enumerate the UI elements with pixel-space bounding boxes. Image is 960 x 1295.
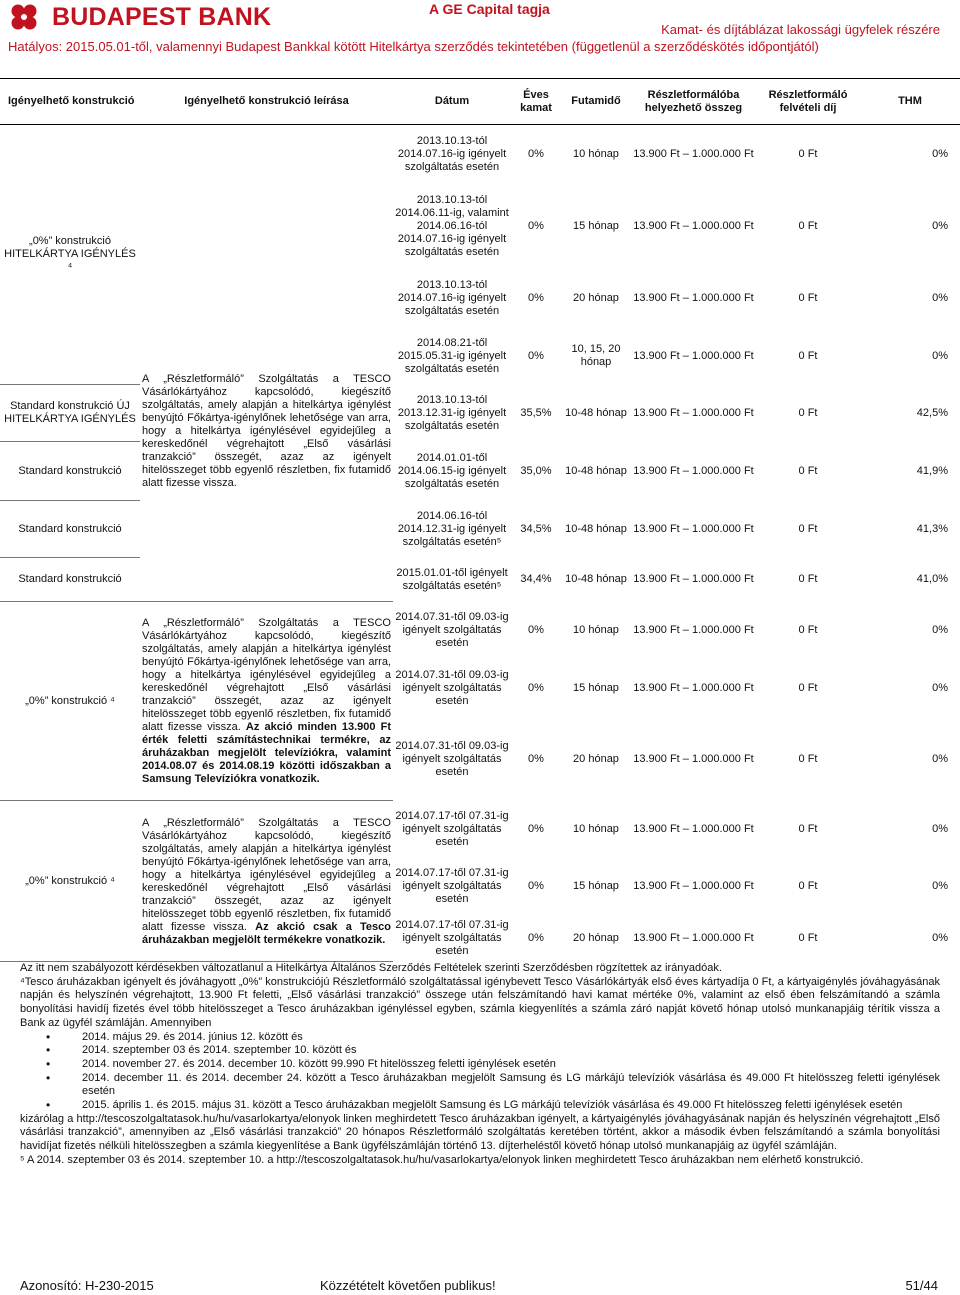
group-label: Standard konstrukció ÚJ HITELKÁRTYA IGÉNYLÉS: [0, 385, 140, 442]
date-cell: 2014.07.31-től 09.03-ig igényelt szolgáltatás esetén: [395, 668, 509, 707]
thm-cell: 0%: [932, 291, 948, 304]
thm-cell: 0%: [932, 822, 948, 835]
amount-cell: 13.900 Ft – 1.000.000 Ft: [633, 464, 754, 477]
date-cell: 2014.07.17-től 07.31-ig igényelt szolgáltatás esetén: [395, 867, 509, 905]
publication-note: Közzétételt követően publikus!: [320, 1278, 496, 1293]
amount-cell: 13.900 Ft – 1.000.000 Ft: [633, 880, 754, 892]
rate-cell: 0%: [528, 752, 544, 765]
footnote-4: ⁴Tesco áruházakban igényelt és jóváhagyott „0%” konstrukciójú Részletformáló szolgáltatással igénybevett Tesco Vásárlókártyák első éves kártyadíja 0 Ft, a kártyaigénylés jóváhagyásának napján és helyszínén végrehajtott, 13.900 Ft feletti, „Első vásárlási tranzakció” összege után felszámítandó havi kamat mértéke 0%, valamint az első ében felszámítandó a számla bonyolítási havidíj fizetés ével több hitelösszeget a Tesco áruházakban igényléssel egyben, számla kiegyenlítés a számla záró napját követő hónap utolsó munkanapjáig térítik vissza a Bank az ügyfél számláján. Amennyiben: [20, 975, 940, 1029]
tagline: A GE Capital tagja: [429, 1, 550, 17]
fee-cell: 0 Ft: [798, 522, 818, 535]
group-label: Standard konstrukció: [0, 501, 140, 558]
term-cell: 10, 15, 20 hónap: [571, 343, 621, 368]
table-header-row: [0, 79, 960, 125]
term-cell: 15 hónap: [573, 880, 619, 892]
bank-name: BUDAPEST BANK: [52, 2, 272, 31]
fee-cell: 0 Ft: [798, 147, 818, 160]
page-number: 51/44: [905, 1278, 938, 1293]
document-subtitle: Kamat- és díjtáblázat lakossági ügyfelek részére: [661, 22, 940, 37]
rate-cell: 0%: [528, 681, 544, 694]
date-cell: 2014.07.17-től 07.31-ig igényelt szolgáltatás esetén: [395, 919, 509, 957]
fee-cell: 0 Ft: [798, 623, 818, 636]
list-item: • 2014. november 27. és 2014. december 10. között 99.990 Ft hitelösszeg feletti igénylések esetén: [20, 1058, 940, 1072]
date-cell: 2013.10.13-tól 2014.07.16-ig igényelt szolgáltatás esetén: [397, 278, 507, 317]
term-cell: 15 hónap: [573, 681, 619, 694]
col-fee: Részletformáló felvételi díj: [756, 79, 860, 125]
group-label: „0%” konstrukció ⁴: [0, 801, 140, 962]
table-row: [0, 602, 960, 659]
fee-cell: 0 Ft: [798, 573, 818, 585]
rate-cell: 0%: [528, 349, 544, 362]
thm-cell: 0%: [932, 752, 948, 765]
fee-cell: 0 Ft: [798, 681, 818, 694]
bank-logo-icon: [8, 2, 48, 32]
col-rate: Éves kamat: [511, 79, 561, 125]
description-text: A „Részletformáló” Szolgáltatás a TESCO Vásárlókártyához kapcsolódó, kiegészítő szolgáltatás, amely alapján a hitelkártya igénylést benyújtó Főkártya-igénylőnek lehetősége van arra, hogy a hitelkártya igénylésével egyidejűleg a kereskedőnél végrehajtott „Első vásárlási tranzakció” összegét, azaz az igényelt hitelösszeget több egyenlő részletben, fix futamidő alatt fizesse vissza.: [142, 617, 391, 733]
date-cell: 2015.01.01-től igényelt szolgáltatás esetén⁵: [396, 566, 508, 592]
bank-logo: [8, 2, 271, 32]
description-cell: [140, 602, 393, 801]
date-cell: 2014.06.16-tól 2014.12.31-ig igényelt szolgáltatás esetén⁵: [397, 509, 507, 548]
amount-cell: 13.900 Ft – 1.000.000 Ft: [633, 681, 754, 694]
footnotes: [20, 962, 940, 1168]
col-construct: Igényelhető konstrukció: [0, 79, 140, 125]
rate-cell: 0%: [528, 932, 544, 944]
rate-cell: 35,0%: [520, 464, 552, 477]
date-cell: 2014.08.21-től 2015.05.31-ig igényelt szolgáltatás esetén: [397, 336, 507, 375]
thm-cell: 0%: [932, 681, 948, 694]
fee-cell: 0 Ft: [798, 822, 818, 835]
thm-cell: 41,0%: [916, 573, 948, 585]
col-description: Igényelhető konstrukció leírása: [140, 79, 393, 125]
col-date: Dátum: [393, 79, 511, 125]
description-text: A „Részletformáló” Szolgáltatás a TESCO Vásárlókártyához kapcsolódó, kiegészítő szolgáltatás, amely alapján a hitelkártya igénylést benyújtó Főkártya-igénylőnek lehetősége van arra, hogy a hitelkártya igénylésével egyidejűleg a kereskedőnél végrehajtott „Első vásárlási tranzakció” összegét, azaz az igényelt hitelösszeget több egyenlő részletben, fix futamidő alatt fizesse vissza.: [142, 816, 391, 933]
promo-note: Az akció minden 13.900 Ft érték feletti számítástechnikai termékre, az áruházakban megjelölt televíziókra, valamint 2014.08.07 és 2014.08.19 közötti időszakban a Samsung Televíziókra vonatkozik.: [142, 721, 391, 785]
date-cell: 2014.07.17-től 07.31-ig igényelt szolgáltatás esetén: [395, 809, 509, 848]
rate-cell: 34,4%: [520, 573, 552, 585]
fee-cell: 0 Ft: [798, 752, 818, 765]
table-row: [0, 125, 960, 184]
group-label: „0%” konstrukció HITELKÁRTYA IGÉNYLÉS ⁴: [0, 125, 140, 385]
thm-cell: 41,3%: [916, 522, 948, 535]
thm-cell: 0%: [932, 349, 948, 362]
amount-cell: 13.900 Ft – 1.000.000 Ft: [633, 291, 754, 304]
amount-cell: 13.900 Ft – 1.000.000 Ft: [633, 219, 754, 232]
col-term: Futamidő: [561, 79, 631, 125]
term-cell: 20 hónap: [573, 932, 619, 944]
list-item: • 2015. április 1. és 2015. május 31. között a Tesco áruházakban megjelölt Samsung és LG márkájú televíziók vásárlása és 49.000 Ft hitelösszeg feletti igénylések esetén: [20, 1099, 940, 1113]
fee-cell: 0 Ft: [798, 932, 818, 944]
group-label: „0%” konstrukció ⁴: [0, 602, 140, 801]
rate-cell: 0%: [528, 623, 544, 636]
thm-cell: 0%: [932, 932, 948, 944]
amount-cell: 13.900 Ft – 1.000.000 Ft: [633, 406, 754, 419]
amount-cell: 13.900 Ft – 1.000.000 Ft: [633, 822, 754, 835]
fee-cell: 0 Ft: [798, 219, 818, 232]
amount-cell: 13.900 Ft – 1.000.000 Ft: [633, 932, 754, 944]
amount-cell: 13.900 Ft – 1.000.000 Ft: [633, 147, 754, 160]
thm-cell: 0%: [932, 147, 948, 160]
rate-cell: 0%: [528, 147, 544, 160]
term-cell: 10-48 hónap: [565, 406, 627, 419]
date-cell: 2013.10.13-tól 2014.06.11-ig, valamint 2014.06.16-tól 2014.07.16-ig igényelt szolgáltatás esetén: [395, 193, 509, 258]
footnote-continuation: kizárólag a http://tescoszolgaltatasok.hu/hu/vasarlokartya/elonyok linken meghirdetett Tesco áruházakban igényelt, a kártyaigénylés jóváhagyásának napján és helyszínén végrehajtott „Első vásárlási tranzakció”, amennyiben az „Első vásárlási tranzakció” 20 hónapos Részletformáló szolgáltatás keretében történt, akkor a második évben felszámítandó a számla bonyolítási havidíjat fizetés nélküli hitelösszegben a számla kiegyenlítése a Bank ügyfélszámláján történő 13. díjterheléstől követő hónap utolsó munkanapjáig az ügyfél számláján.: [20, 1112, 940, 1153]
footnote-intro: Az itt nem szabályozott kérdésekben változatlanul a Hitelkártya Általános Szerződés Feltételek szerinti Szerződésben rögzítettek az irányadóak.: [20, 962, 722, 974]
validity-line: Hatályos: 2015.05.01-től, valamennyi Budapest Bankkal kötött Hitelkártya szerződés tekintetében (függetlenül a szerződéskötés időpontjától): [8, 39, 819, 54]
term-cell: 10-48 hónap: [565, 522, 627, 535]
promo-note: Az akció csak a Tesco áruházakban megjelölt termékekre vonatkozik.: [142, 920, 391, 946]
term-cell: 15 hónap: [573, 219, 619, 232]
list-item: • 2014. május 29. és 2014. június 12. között és: [20, 1031, 940, 1045]
date-cell: 2014.01.01-től 2014.06.15-ig igényelt szolgáltatás esetén: [397, 451, 507, 490]
footnote-5: ⁵ A 2014. szeptember 03 és 2014. szeptember 10. a http://tescoszolgaltatasok.hu/hu/vasarlokartya/elonyok linken meghirdetett Tesco áruházakban nem elérhető konstrukció.: [20, 1153, 864, 1166]
amount-cell: 13.900 Ft – 1.000.000 Ft: [633, 623, 754, 636]
term-cell: 10-48 hónap: [565, 573, 627, 585]
fee-cell: 0 Ft: [798, 464, 818, 477]
amount-cell: 13.900 Ft – 1.000.000 Ft: [633, 752, 754, 765]
amount-cell: 13.900 Ft – 1.000.000 Ft: [633, 522, 754, 535]
term-cell: 20 hónap: [573, 752, 619, 765]
rate-cell: 35,5%: [520, 406, 552, 419]
description-cell: [140, 801, 393, 962]
date-cell: 2014.07.31-től 09.03-ig igényelt szolgáltatás esetén: [395, 739, 509, 778]
document-id: Azonosító: H-230-2015: [20, 1278, 154, 1293]
thm-cell: 41,9%: [916, 464, 948, 477]
fee-cell: 0 Ft: [798, 406, 818, 419]
col-amount: Részletformálóba helyezhető összeg: [631, 79, 756, 125]
amount-cell: 13.900 Ft – 1.000.000 Ft: [633, 349, 754, 362]
fee-cell: 0 Ft: [798, 349, 818, 362]
term-cell: 10 hónap: [573, 822, 619, 835]
term-cell: 10 hónap: [573, 623, 619, 636]
thm-cell: 0%: [932, 880, 948, 892]
list-item: • 2014. szeptember 03 és 2014. szeptember 10. között és: [20, 1044, 940, 1058]
date-cell: 2013.10.13-tól 2014.07.16-ig igényelt szolgáltatás esetén: [397, 134, 507, 173]
rate-cell: 0%: [528, 822, 544, 835]
table-row: [0, 801, 960, 858]
date-cell: 2013.10.13-tól 2013.12.31-ig igényelt szolgáltatás esetén: [397, 393, 507, 432]
thm-cell: 42,5%: [916, 406, 948, 419]
fee-cell: 0 Ft: [798, 880, 818, 892]
rate-cell: 0%: [528, 219, 544, 232]
date-cell: 2014.07.31-től 09.03-ig igényelt szolgáltatás esetén: [395, 610, 509, 649]
fee-cell: 0 Ft: [798, 291, 818, 304]
fee-table: [0, 78, 960, 962]
col-thm: THM: [860, 79, 960, 125]
term-cell: 10-48 hónap: [565, 464, 627, 477]
page-header: [0, 0, 960, 60]
thm-cell: 0%: [932, 623, 948, 636]
description-cell: A „Részletformáló” Szolgáltatás a TESCO Vásárlókártyához kapcsolódó, kiegészítő szolgáltatás, amely alapján a hitelkártya igénylést benyújtó Főkártya-igénylőnek lehetősége van arra, hogy a hitelkártya igénylésével egyidejűleg a kereskedőnél végrehajtott „Első vásárlási tranzakció” összegét, azaz az igényelt hitelösszeget több egyenlő részletben, fix futamidő alatt fizesse vissza.: [140, 125, 393, 602]
rate-cell: 0%: [528, 880, 544, 892]
group-label: Standard konstrukció: [0, 558, 140, 602]
thm-cell: 0%: [932, 219, 948, 232]
amount-cell: 13.900 Ft – 1.000.000 Ft: [633, 573, 754, 585]
footnote-bullet-list: [20, 1031, 940, 1113]
term-cell: 10 hónap: [573, 147, 619, 160]
rate-cell: 34,5%: [520, 522, 552, 535]
rate-cell: 0%: [528, 291, 544, 304]
group-label: Standard konstrukció: [0, 442, 140, 501]
list-item: • 2014. december 11. és 2014. december 24. között a Tesco áruházakban megjelölt Samsung és LG márkájú televíziók vásárlása és 49.000 Ft hitelösszeg feletti igénylések esetén: [20, 1072, 940, 1099]
term-cell: 20 hónap: [573, 291, 619, 304]
